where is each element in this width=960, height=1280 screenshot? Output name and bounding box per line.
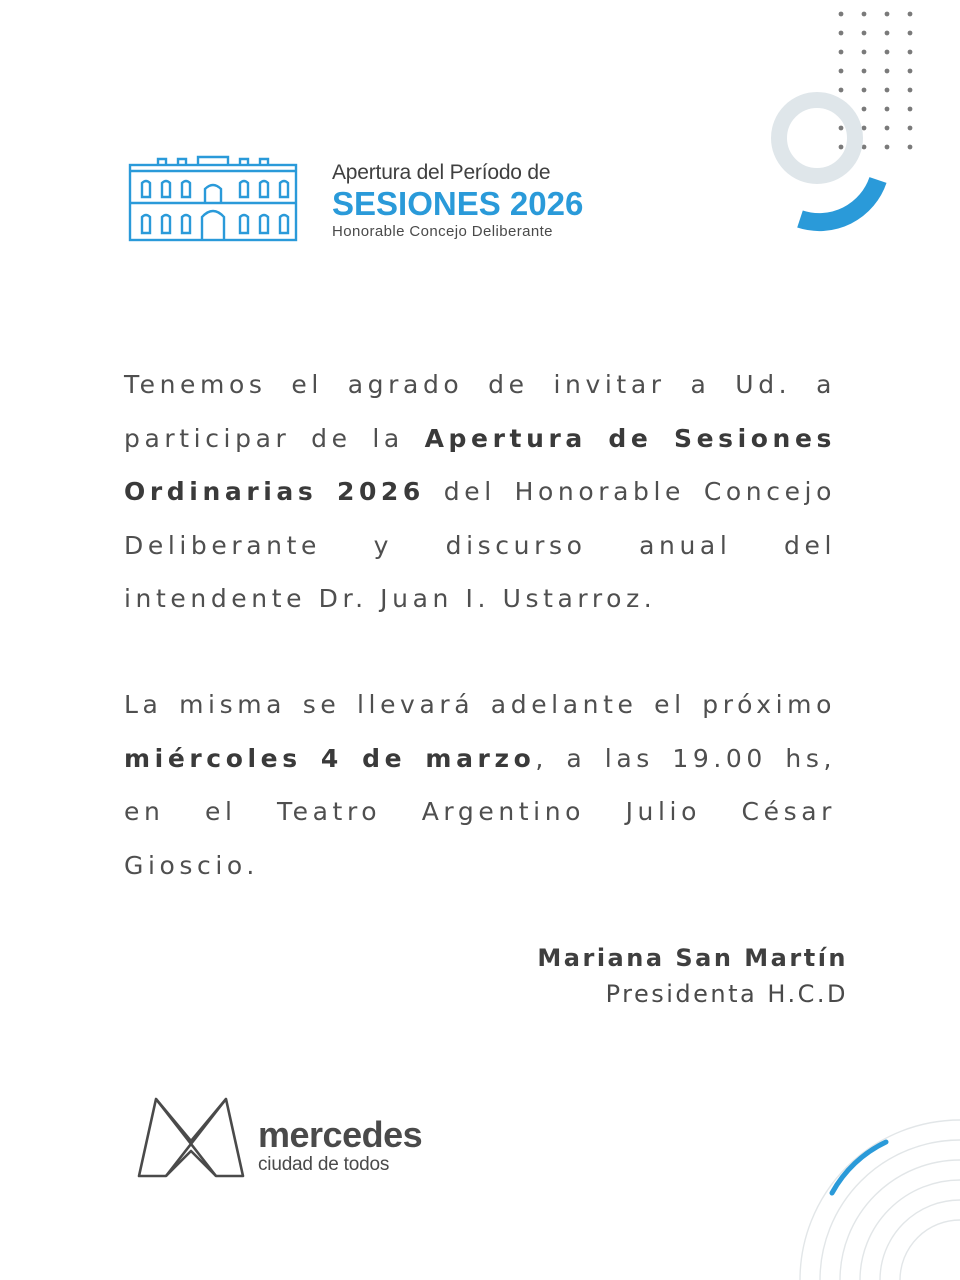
event-title-line1: Apertura del Período de [332, 161, 551, 184]
window [182, 215, 190, 233]
mercedes-m-icon [136, 1096, 246, 1178]
arc-accent [832, 1142, 886, 1193]
invitation-text: Tenemos el agrado de invitar a Ud. a participar de la [124, 370, 836, 453]
event-name-bold: Apertura de Sesiones Ordinarias 2026 [124, 423, 836, 506]
dot [908, 126, 913, 131]
window [260, 181, 268, 197]
dot [908, 31, 913, 36]
signature-block [537, 940, 848, 1012]
window [240, 181, 248, 197]
city-name: mercedes [258, 1114, 423, 1155]
arc-ring [880, 1200, 960, 1280]
dot [908, 88, 913, 93]
window [142, 181, 150, 197]
dot [839, 31, 844, 36]
dot [908, 107, 913, 112]
window [240, 215, 248, 233]
dot [908, 50, 913, 55]
signer-name: Mariana San Martín [537, 944, 848, 972]
city-tagline: ciudad de todos [258, 1154, 390, 1175]
ring-decoration [760, 92, 890, 232]
arc-decoration [780, 1105, 960, 1280]
dot [839, 69, 844, 74]
dot [908, 12, 913, 17]
dot [885, 31, 890, 36]
event-organizer: Honorable Concejo Deliberante [332, 223, 553, 240]
window [260, 215, 268, 233]
event-time-location: , a las 19.00 hs, en el Teatro Argentino Julio César Gioscio. [124, 743, 836, 880]
window [162, 215, 170, 233]
event-date-bold: miércoles 4 de marzo [124, 743, 536, 773]
arc-ring [820, 1140, 960, 1280]
event-title-main: SESIONES 2026 [332, 185, 584, 222]
arc-ring [900, 1220, 960, 1280]
window [162, 181, 170, 197]
dot [862, 69, 867, 74]
dot [862, 50, 867, 55]
signer-role: Presidenta H.C.D [605, 980, 848, 1008]
dot [839, 12, 844, 17]
window [142, 215, 150, 233]
invitation-paragraph [124, 358, 836, 626]
dot [908, 69, 913, 74]
date-intro-text: La misma se llevará adelante el próximo [124, 690, 836, 719]
dot [862, 31, 867, 36]
dot [908, 145, 913, 150]
building-icon [128, 155, 298, 243]
dot [885, 69, 890, 74]
event-title-block [332, 160, 612, 242]
mercedes-wordmark [258, 1116, 422, 1176]
dot [885, 12, 890, 17]
dot [862, 12, 867, 17]
arc-ring [840, 1160, 960, 1280]
dot [839, 50, 844, 55]
window [280, 181, 288, 197]
window [182, 181, 190, 197]
dot [885, 50, 890, 55]
invitation-text-cont: del Honorable Concejo Deliberante y discurso anual del intendente Dr. Juan I. Ustarroz. [124, 477, 836, 613]
window [280, 215, 288, 233]
date-paragraph [124, 678, 836, 892]
